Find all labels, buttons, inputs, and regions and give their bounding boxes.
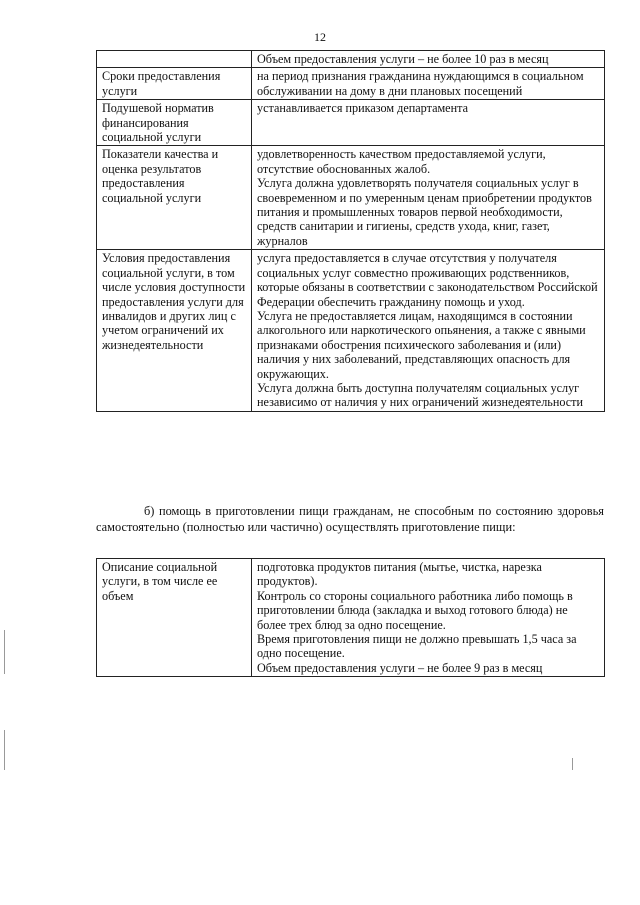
scan-mark	[4, 730, 5, 770]
row-value-cell	[252, 100, 605, 146]
value-line: Контроль со стороны социального работника либо помощь в приготовлении блюда (закладка и выход готового блюда) не более трех блюд за одно посещение.	[257, 588, 573, 632]
row-label-cell: Сроки предоставления услуги	[97, 68, 252, 100]
value-line: на период признания гражданина нуждающимся в социальном обслуживании на дому в дни плановых посещений	[257, 69, 584, 98]
value-line: удовлетворенность качеством предоставляемой услуги, отсутствие обоснованных жалоб.	[257, 147, 546, 176]
row-label-cell: Показатели качества и оценка результатов предоставления социальной услуги	[97, 146, 252, 250]
table-row	[97, 146, 605, 250]
section-paragraph: б) помощь в приготовлении пищи гражданам, не способным по состоянию здоровья самостоятельно (полностью или частично) осуществлять приготовление пищи:	[96, 504, 604, 534]
value-line: Услуга должна удовлетворять получателя социальных услуг в своевременном и по умеренным ценам приобретении продуктов питания и промышленных товаров первой необходимости, средств санитарии и гигиены, средств ухода, книг, газет, журналов	[257, 176, 592, 248]
page-number: 12	[314, 30, 326, 44]
cooking-help-table	[96, 558, 605, 677]
value-line: Услуга не предоставляется лицам, находящимся в состоянии алкогольного или наркотического опьянения, а также с явными признаками обострения психического заболевания и (или) наличия у них заболеваний, представляющих опасность для окружающих.	[257, 308, 586, 381]
table-row	[97, 559, 605, 677]
row-value-cell	[252, 68, 605, 100]
value-line: Время приготовления пищи не должно превышать 1,5 часа за одно посещение.	[257, 632, 577, 661]
value-line: Объем предоставления услуги – не более 9 раз в месяц	[257, 660, 543, 675]
row-value-cell	[252, 250, 605, 411]
row-label-cell: Подушевой норматив финансирования социальной услуги	[97, 100, 252, 146]
scan-mark	[4, 630, 5, 674]
row-label-cell: Описание социальной услуги, в том числе ее объем	[97, 559, 252, 677]
row-label-cell: Условия предоставления социальной услуги, в том числе условия доступности предоставления услуги для инвалидов и других лиц с учетом ограничений их жизнедеятельности	[97, 250, 252, 411]
value-line: Объем предоставления услуги – не более 10 раз в месяц	[257, 52, 549, 66]
value-line: устанавливается приказом департамента	[257, 101, 469, 116]
row-value-cell	[252, 559, 605, 677]
table-row	[97, 68, 605, 100]
table-row	[97, 51, 605, 68]
value-line: услуга предоставляется в случае отсутствия у получателя социальных услуг совместно проживающих родственников, которые обязаны в соответствии с законодательством Российской Федерации обеспечить гражданину помощь и уход.	[257, 251, 598, 309]
row-label-cell	[97, 51, 252, 68]
service-conditions-table	[96, 50, 605, 412]
value-line: подготовка продуктов питания (мытье, чистка, нарезка продуктов).	[257, 560, 542, 589]
scan-mark	[572, 758, 573, 770]
row-value-cell	[252, 51, 605, 68]
table-row	[97, 250, 605, 411]
row-value-cell	[252, 146, 605, 250]
table-row	[97, 100, 605, 146]
value-line: Услуга должна быть доступна получателям социальных услуг независимо от наличия у них ограничений жизнедеятельности	[257, 380, 584, 410]
